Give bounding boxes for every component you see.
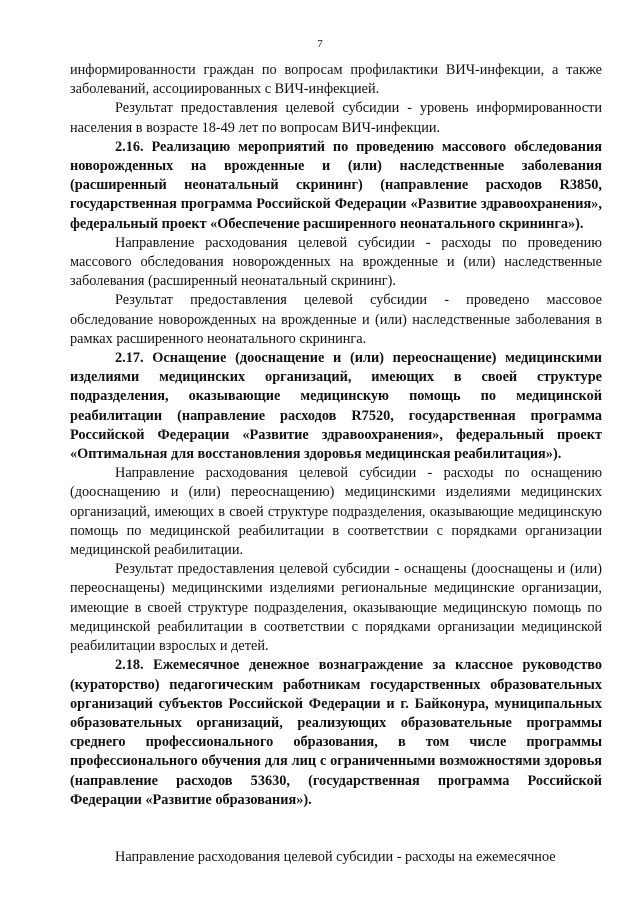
section-heading-2-17: 2.17. Оснащение (дооснащение и (или) переоснащение) медицинскими изделиями медицинских организаций, имеющих в своей структуре подразделения, оказывающие медицинскую помощь по медицинской реабилитации (направление расходов R7520, государственная программа Российской Федерации «Развитие здравоохранения», федеральный проект «Оптимальная для восстановления здоровья медицинская реабилитация»). <box>70 350 602 463</box>
section-heading-2-18: 2.18. Ежемесячное денежное вознаграждение за классное руководство (кураторство) педагогическим работникам государственных образовательных организаций субъектов Российской Федерации и г. Байконура, муниципальных образовательных организаций, реализующих образовательные программы среднего профессионального образования, в том числе программы профессионального обучения для лиц с ограниченными возможностями здоровья (направление расходов 53630, (государственная программа Российской Федерации «Развитие образования»). <box>70 657 602 808</box>
paragraph-2-16-result: Результат предоставления целевой субсидии - проведено массовое обследование новорожденных на врожденные и (или) наследственные заболевания в рамках расширенного неонатального скрининга. <box>70 292 602 347</box>
page-number: 7 <box>317 38 323 50</box>
paragraph-hiv-result: Результат предоставления целевой субсидии - уровень информированности населения в возрасте 18-49 лет по вопросам ВИЧ-инфекции. <box>70 100 602 136</box>
paragraph-2-17-result: Результат предоставления целевой субсидии - оснащены (дооснащены и (или) переоснащены) медицинскими изделиями региональные медицинские организации, имеющие в своей структуре подразделения, оказывающие медицинскую помощь по медицинской реабилитации в соответствии с порядками организации медицинской реабилитации взрослых и детей. <box>70 561 602 655</box>
document-body <box>70 61 602 867</box>
paragraph-hiv-awareness-continuation: информированности граждан по вопросам профилактики ВИЧ-инфекции, а также заболеваний, ассоциированных с ВИЧ-инфекцией. <box>70 62 602 98</box>
paragraph-2-16-direction: Направление расходования целевой субсидии - расходы по проведению массового обследования новорожденных на врожденные и (или) наследственные заболевания (расширенный неонатальный скрининг). <box>70 234 602 290</box>
paragraph-2-18-direction: Направление расходования целевой субсидии - расходы на ежемесячное <box>115 848 556 865</box>
section-heading-2-16: 2.16. Реализацию мероприятий по проведению массового обследования новорожденных на врожденные и (или) наследственные заболевания (расширенный неонатальный скрининг) (направление расходов R3850, государственная программа Российской Федерации «Развитие здравоохранения», федеральный проект «Обеспечение расширенного неонатального скрининга»). <box>70 138 602 232</box>
paragraph-2-17-direction: Направление расходования целевой субсидии - расходы по оснащению (дооснащению и (или) переоснащению) медицинскими изделиями медицинских организаций, имеющих в своей структуре подразделения, оказывающие медицинскую помощь по медицинской реабилитации в соответствии с порядками организации медицинской реабилитации. <box>70 465 602 559</box>
